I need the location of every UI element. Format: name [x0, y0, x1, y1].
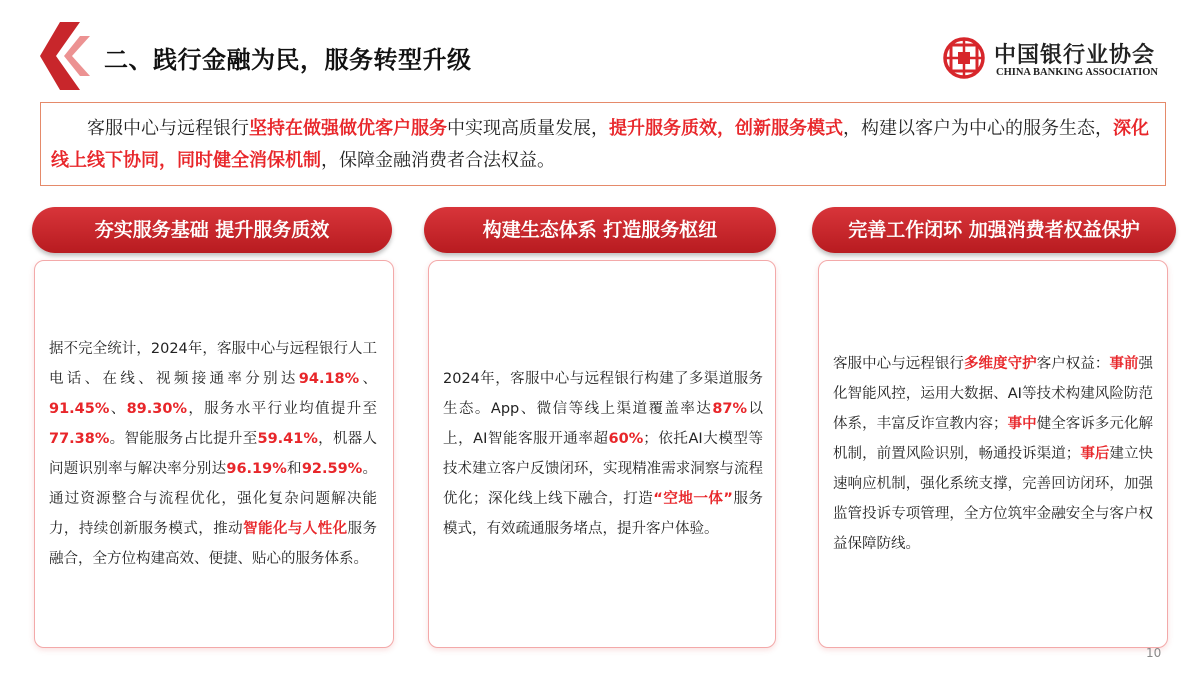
card-body — [429, 364, 775, 544]
summary-text: 客服中心与远程银行 — [87, 118, 249, 139]
card-text: 。智能服务占比提升至 — [109, 431, 258, 447]
stat-value: 89.30% — [126, 401, 187, 417]
summary-highlight: 提升服务质效，创新服务模式 — [609, 118, 843, 139]
section-heading-consumer-protection: 完善工作闭环 加强消费者权益保护 — [812, 207, 1176, 253]
page-title: 二、践行金融为民，服务转型升级 — [104, 46, 472, 74]
card-text: 、 — [109, 401, 127, 417]
card-highlight: 事中 — [1007, 416, 1037, 432]
card-service-foundation — [34, 260, 394, 648]
stat-value: 94.18% — [298, 371, 360, 387]
summary-highlight: 深化线上线下协同，同时健全消保机制 — [51, 118, 1149, 171]
card-text: 服务融合，全方位构建高效、便捷、贴心的服务体系。 — [49, 521, 378, 567]
stat-value: 96.19% — [226, 461, 287, 477]
card-text: 。通过资源整合与流程优化，强化复杂问题解决能力，持续创新服务模式，推动 — [49, 461, 378, 537]
card-text: ；依托AI大模型等技术建立客户反馈闭环，实现精准需求洞察与流程优化；深化线上线下融合，打造 — [443, 431, 763, 507]
summary-highlight: 坚持在做强做优客户服务 — [249, 118, 447, 139]
summary-text: 中实现高质量发展， — [447, 118, 609, 139]
card-body — [35, 334, 393, 574]
logo-mark-icon — [942, 36, 986, 80]
chevron-left-icon — [40, 22, 96, 90]
card-text: 服务模式，有效疏通服务堵点，提升客户体验。 — [443, 491, 764, 537]
card-highlight: “空地一体” — [653, 491, 733, 507]
card-text: 客服中心与远程银行 — [833, 356, 964, 372]
card-text: 建立快速响应机制，强化系统支撑，完善回访闭环，加强监管投诉专项管理，全方位筑牢金融安全与客户权益保障防线。 — [833, 446, 1154, 552]
card-highlight: 事前 — [1109, 356, 1139, 372]
card-text: 、 — [359, 371, 378, 387]
summary-text: ，构建以客户为中心的服务生态， — [843, 118, 1113, 139]
card-text: 客户权益： — [1036, 356, 1110, 372]
stat-value: 59.41% — [257, 431, 318, 447]
card-ecosystem — [428, 260, 776, 648]
card-text: 强化智能风控，运用大数据、AI等技术构建风险防范体系，丰富反诈宣教内容； — [833, 356, 1154, 432]
card-highlight: 事后 — [1080, 446, 1110, 462]
summary-box — [40, 102, 1166, 186]
stat-value: 92.59% — [301, 461, 363, 477]
logo-name-cn: 中国银行业协会 — [994, 43, 1156, 68]
page-number: 10 — [1146, 646, 1162, 660]
card-consumer-protection — [818, 260, 1168, 648]
stat-value: 87% — [712, 401, 748, 417]
card-text: 据不完全统计，2024年，客服中心与远程银行人工电话、在线、视频接通率分别达 — [49, 341, 377, 387]
card-text: 和 — [286, 461, 302, 477]
card-text: ，机器人问题识别率与解决率分别达 — [49, 431, 378, 477]
card-text: 2024年，客服中心与远程银行构建了多渠道服务生态。App、微信等线上渠道覆盖率达 — [443, 371, 763, 417]
stat-value: 60% — [608, 431, 644, 447]
card-body — [819, 349, 1167, 559]
card-highlight: 智能化与人性化 — [243, 521, 348, 537]
card-text: 健全客诉多元化解机制，前置风险识别，畅通投诉渠道； — [833, 416, 1154, 462]
logo-name-en: CHINA BANKING ASSOCIATION — [996, 67, 1159, 78]
card-highlight: 多维度守护 — [963, 356, 1037, 372]
summary-text: ，保障金融消费者合法权益。 — [321, 150, 555, 171]
stat-value: 91.45% — [49, 401, 110, 417]
stat-value: 77.38% — [49, 431, 110, 447]
association-logo — [942, 36, 1182, 84]
section-heading-service-foundation: 夯实服务基础 提升服务质效 — [32, 207, 392, 253]
card-text: ，服务水平行业均值提升至 — [186, 401, 378, 417]
card-text: 以上，AI智能客服开通率超 — [443, 401, 763, 447]
section-heading-ecosystem: 构建生态体系 打造服务枢纽 — [424, 207, 776, 253]
